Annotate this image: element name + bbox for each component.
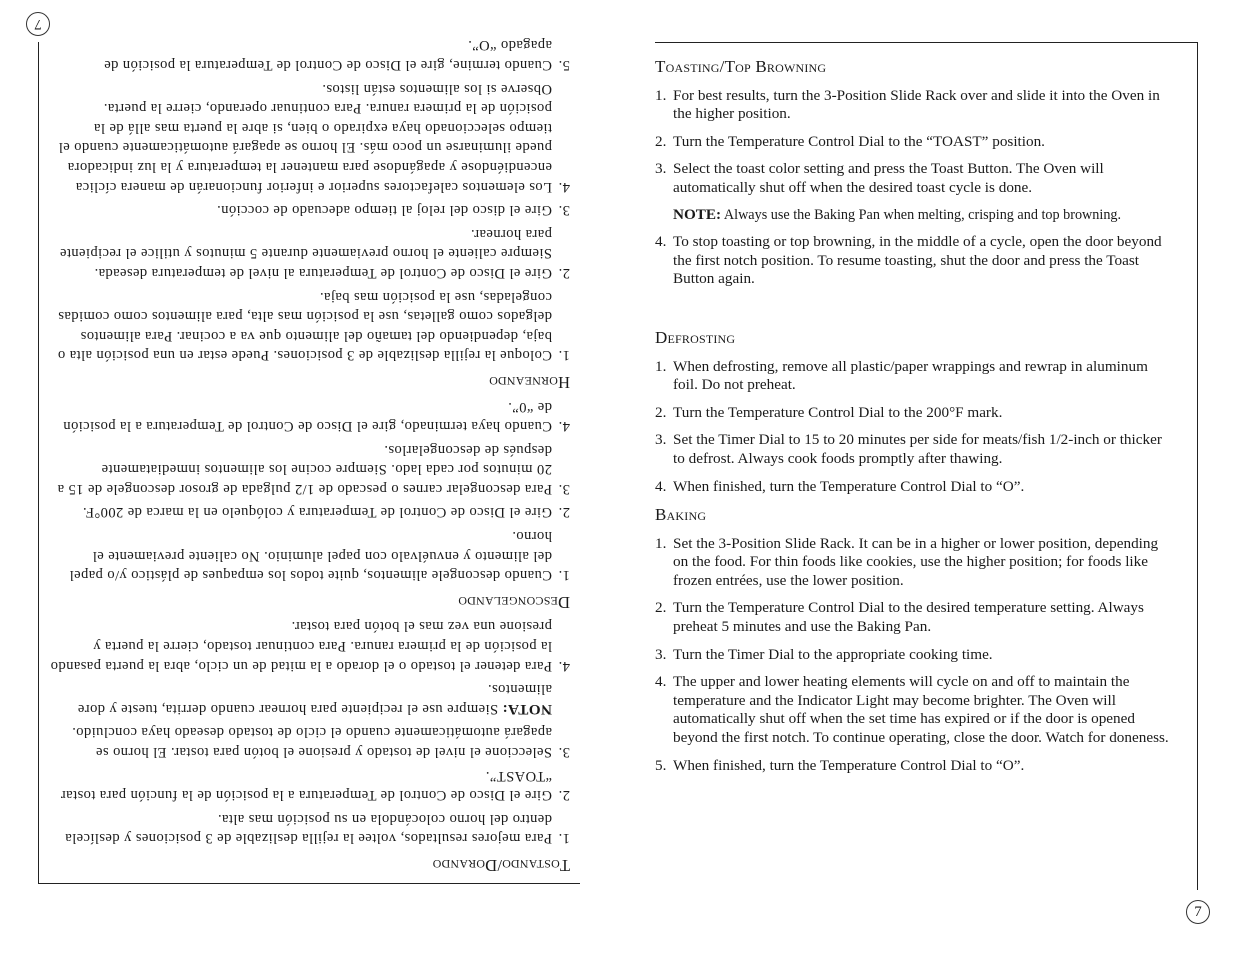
list-item: 4. Los elementos calefactores superior e inferior funcionarán de manera cíclica encendiéndose y apagándose para mantener la temperatura y la luz indicadora puede iluminarse un poco más. El horno se apagará automáticamente cuando el tiempo seleccionado haya expirado o bien, si abre la puerta mas allá de la posición de la primera ranura. Para continuar operando, cierre la puerta. Observe si los alimentos están listos. [58, 80, 570, 195]
list-item: 1. When defrosting, remove all plastic/paper wrappings and rewrap in aluminum foil. Do not preheat. [655, 357, 1148, 394]
baking-steps [655, 535, 1175, 776]
section-tostando [50, 616, 570, 875]
page-number-right: 7 [1186, 900, 1210, 924]
spanish-column [50, 31, 570, 875]
spanish-column-rotated [50, 37, 570, 875]
section-defrosting [655, 329, 1175, 496]
toasting-steps-cont [655, 233, 1175, 289]
page-number-left: 7 [26, 12, 50, 36]
toasting-steps [655, 87, 1175, 198]
list-item: 4. Para detener el tostado o el dorado a la mitad de un ciclo, abra la puerta pasando la posición de la primera ranura. Para continuar tostado, cierre la puerta y presione una vez mas el botón para tostar. [50, 618, 570, 674]
right-side-rule [1197, 42, 1198, 890]
list-item: 3. Set the Timer Dial to 15 to 20 minutes per side for meats/fish 1/2-inch or thicker to defrost. Always cook foods promptly after thawing. [655, 431, 1162, 467]
list-item: 2. Gire el Disco de Control de Temperatura al nivel de temperatura deseada. Siempre caliente el horno previamente durante 5 minutos y utilice el recipiente para hornear. [59, 225, 570, 281]
english-column [655, 58, 1175, 785]
note-label: NOTA: [502, 700, 552, 718]
section-title-tostando: Tostando/Dorando [432, 856, 570, 875]
section-toasting [655, 58, 1175, 289]
descongelando-steps [50, 396, 570, 584]
list-item: 4. To stop toasting or top browning, in the middle of a cycle, open the door beyond the first notch position. To resume toasting, shut the door and press the Toast Button again. [655, 233, 1162, 288]
list-item: 5. Cuando termine, gire el Disco de Control de Temperatura la posición de apagado “O”. [103, 37, 570, 74]
list-item: 1. Cuando descongele alimentos, quite todos los empaques de plástico y/o papel del alimento y envuélvalo con papel aluminio. No caliente previamente el horno. [69, 528, 570, 584]
section-title-descongelando: Descongelando [458, 592, 570, 612]
note-label: NOTE: [673, 205, 722, 223]
list-item: 2. Gire el Disco de Control de Temperatura a la posición de la función para tostar “TOAST”. [60, 767, 570, 804]
list-item: 4. When finished, turn the Temperature Control Dial to “O”. [655, 477, 1025, 495]
list-item: 3. Para descongelar carnes o pescado de 1/2 pulgada de grosor descongele de 15 a 20 minutos por cada lado. Siempre cocine los alimentos inmediatamente después de descongelarlos. [57, 441, 570, 497]
note-text: Siempre use el recipiente para hornear cuando derrita, tueste y dore alimentos. [77, 681, 552, 717]
section-title-horneando: Horneando [488, 372, 570, 392]
toasting-note [655, 206, 1175, 225]
list-item: 4. The upper and lower heating elements will cycle on and off to maintain the temperature and the Indicator Light may become brighter. The Oven will automatically shut off when the set time has expired or if the door is opened beyond the first notch. To continue operating, close the door. Watch for doneness. [655, 673, 1169, 747]
list-item: 3. Seleccione el nivel de tostado y presione el botón para tostar. El horno se apagará automáticamente cuando el ciclo de tostado deseado haya concluido. [71, 724, 570, 761]
section-title-defrosting: Defrosting [655, 327, 736, 347]
section-descongelando [50, 396, 570, 612]
right-top-rule [655, 42, 1198, 43]
list-item: 3. Turn the Timer Dial to the appropriate cooking time. [655, 645, 993, 663]
list-item: 5. When finished, turn the Temperature Control Dial to “O”. [655, 756, 1025, 774]
left-side-rule [38, 42, 39, 884]
tostando-note [50, 679, 570, 719]
list-item: 2. Gire el Disco de Control de Temperatura y colóquelo en la marca de 200°F. [82, 504, 570, 521]
list-item: 1. Para mejores resultados, voltee la rejilla deslizable de 3 posiciones y deslícela dentro del horno colocándola en su posición mas alta. [64, 810, 570, 847]
list-item: 3. Select the toast color setting and press the Toast Button. The Oven will automatically shut off when the desired toast cycle is done. [655, 160, 1104, 196]
list-item: 2. Turn the Temperature Control Dial to the 200°F mark. [655, 403, 1003, 421]
list-item: 3. Gire el disco del reloj al tiempo adecuado de cocción. [216, 202, 570, 219]
left-bottom-rule [38, 883, 580, 884]
horneando-steps [50, 35, 570, 365]
list-item: 2. Turn the Temperature Control Dial to the desired temperature setting. Always preheat 5 minutes and use the Baking Pan. [655, 599, 1144, 636]
section-horneando [50, 35, 570, 392]
defrosting-steps [655, 358, 1175, 497]
section-title-baking: Baking [655, 505, 707, 525]
list-item: 4. Cuando haya terminado, gire el Disco de Control de Temperatura a la posición de “0”. [62, 398, 570, 435]
section-baking [655, 506, 1175, 775]
list-item: 1. Coloque la rejilla deslizable de 3 posiciones. Puede estar en una posición alta o baja, dependiendo del tamaño del alimento que va a cocinar. Para alimentos delgados como galletas, use la posición mas alta, para alimentos como comidas congeladas, use la posición mas baja. [57, 288, 570, 364]
list-item: 2. Turn the Temperature Control Dial to the “TOAST” position. [655, 132, 1045, 150]
list-item: 1. For best results, turn the 3-Position Slide Rack over and slide it into the Oven in the higher position. [655, 86, 1160, 123]
tostando-steps-cont [50, 616, 570, 675]
section-title-toasting: Toasting/Top Browning [655, 57, 827, 76]
tostando-steps [50, 722, 570, 848]
list-item: 1. Set the 3-Position Slide Rack. It can be in a higher or lower position, depending on the food. For thin foods like cookies, use the higher position; for foods like frozen entrées, use the lower position. [655, 534, 1159, 589]
note-text: Always use the Baking Pan when melting, crisping and top browning. [723, 206, 1122, 223]
